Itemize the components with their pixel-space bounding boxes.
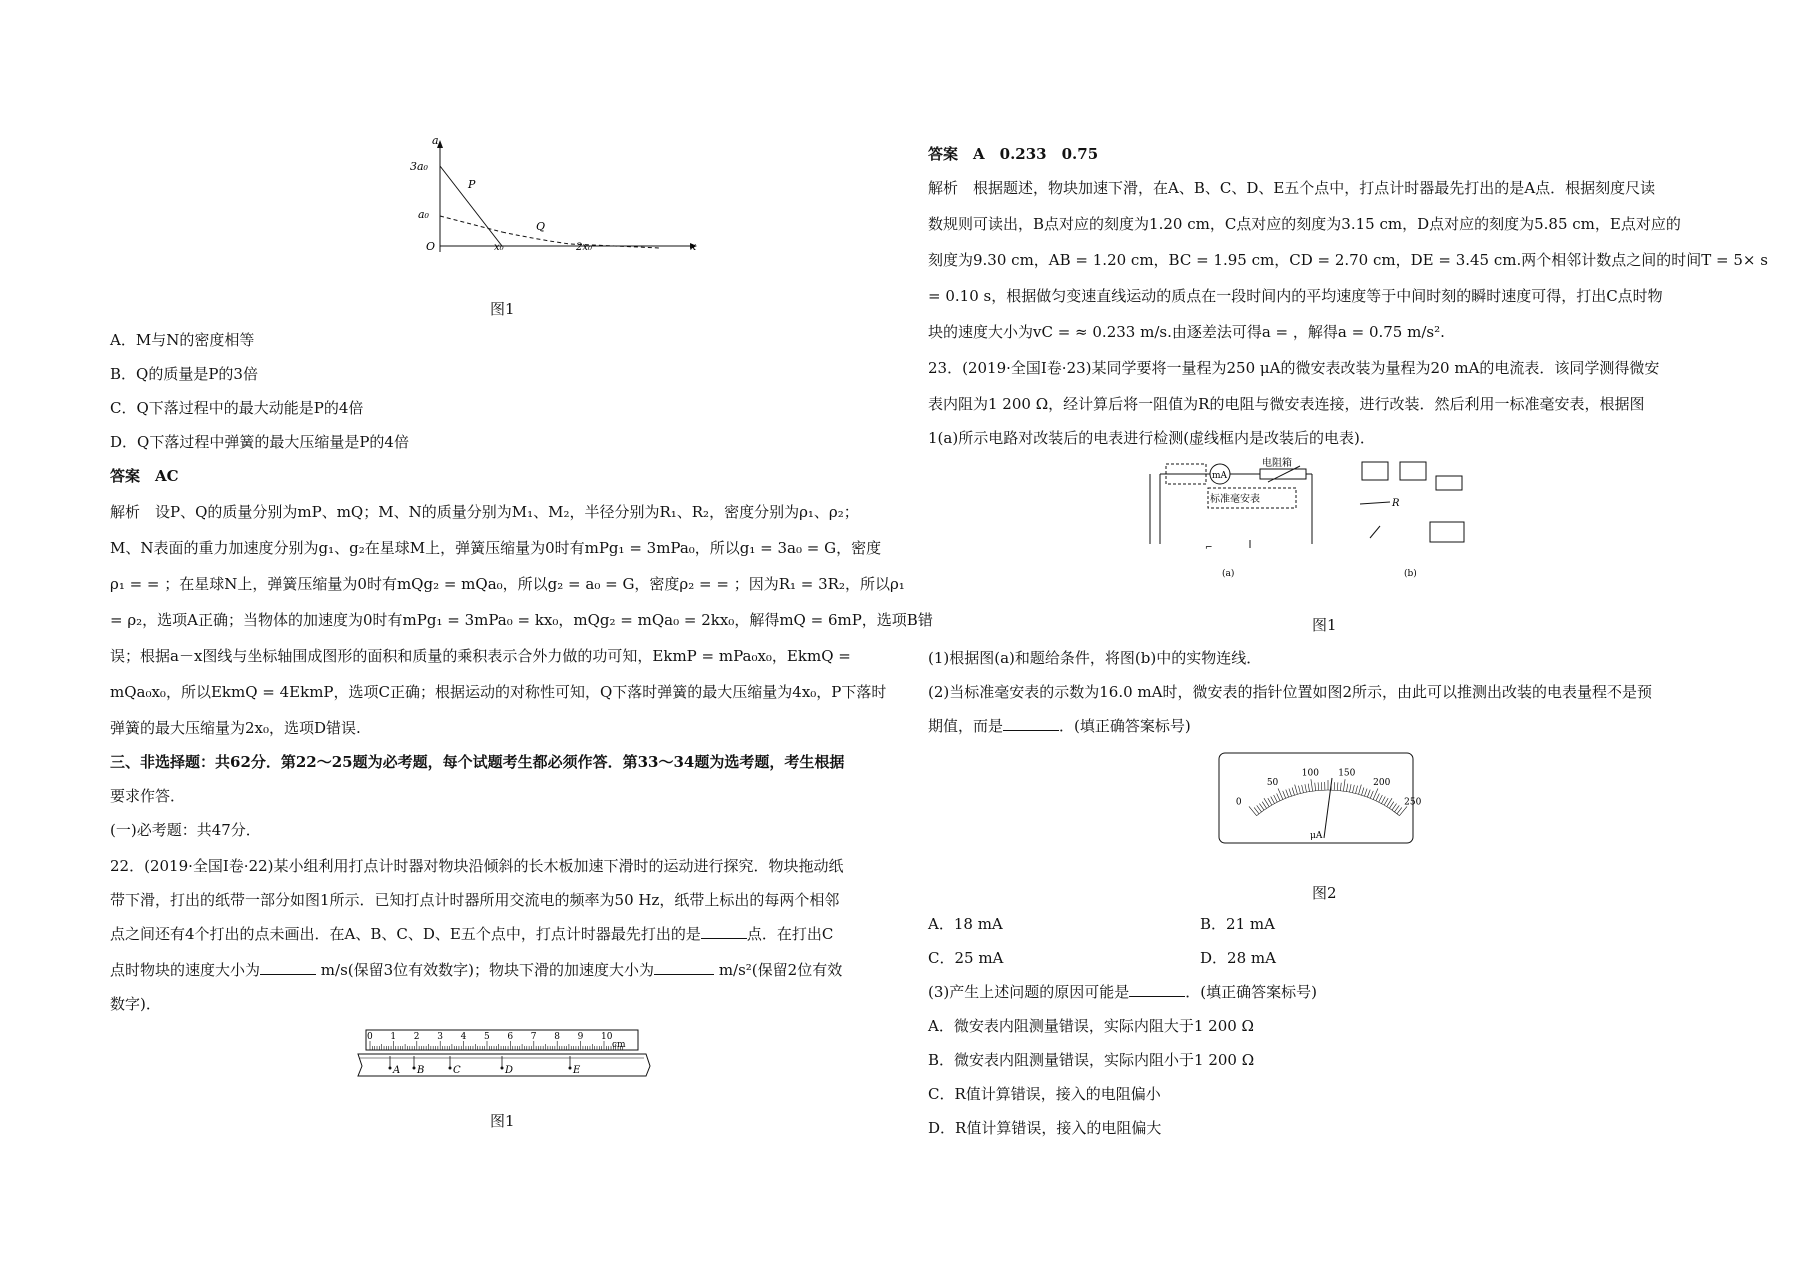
analysis-line: 刻度为9.30 cm，AB = 1.20 cm，BC = 1.95 cm，CD = 2.70 cm，DE = 3.45 cm.两个相邻计数点之间的时间T = 5× s bbox=[928, 251, 1768, 269]
subfig-a-label: (a) bbox=[1222, 569, 1235, 579]
ruler-number: 2 bbox=[413, 1032, 420, 1042]
graph-3a0-label: 3a₀ bbox=[410, 160, 428, 173]
option-d: D．Q下落过程中弹簧的最大压缩量是P的4倍 bbox=[110, 433, 409, 451]
graph-p-label: P bbox=[468, 178, 476, 191]
meter-label: 150 bbox=[1338, 768, 1356, 779]
option-c: C．Q下落过程中的最大动能是P的4倍 bbox=[110, 399, 364, 417]
option-d: D．R值计算错误，接入的电阻偏大 bbox=[928, 1119, 1162, 1137]
q22-text: 点之间还有4个打出的点未画出．在A、B、C、D、E五个点中，打点计时器最先打出的是 点．在打出C bbox=[110, 925, 834, 943]
tape-dot bbox=[413, 1067, 416, 1070]
graph-q-label: Q bbox=[536, 220, 546, 233]
ruler-number: 9 bbox=[577, 1032, 584, 1042]
tape-point-label: D bbox=[505, 1065, 514, 1076]
ruler-number: 10 bbox=[601, 1032, 613, 1042]
q23-part2: 期值，而是 ．(填正确答案标号) bbox=[928, 717, 1191, 735]
answer-blank[interactable] bbox=[654, 960, 714, 975]
option-b: B．Q的质量是P的3倍 bbox=[110, 365, 258, 383]
q23-text: 表内阻为1 200 Ω，经计算后将一阻值为R的电阻与微安表连接，进行改装．然后利用一标准毫安表，根据图 bbox=[928, 395, 1645, 413]
resistor-r-label: R bbox=[1392, 498, 1400, 509]
a-x-graph bbox=[410, 136, 710, 256]
option-a: A．M与N的密度相等 bbox=[110, 331, 255, 349]
ruler-number: 4 bbox=[460, 1032, 467, 1042]
q23-text: 23．(2019·全国Ⅰ卷·23)某同学要将一量程为250 μA的微安表改装为量程为20 mA的电流表．该同学测得微安 bbox=[928, 359, 1660, 377]
analysis-line: 数规则可读出，B点对应的刻度为1.20 cm，C点对应的刻度为3.15 cm，D点对应的刻度为5.85 cm，E点对应的 bbox=[928, 215, 1681, 233]
meter-label: 250 bbox=[1404, 797, 1422, 808]
graph-y-label: a bbox=[432, 134, 439, 147]
section-required: (一)必考题：共47分． bbox=[110, 821, 261, 839]
tape-point-label: B bbox=[417, 1065, 425, 1076]
answer-blank[interactable] bbox=[260, 960, 316, 975]
analysis-line: ρ₁ = = ；在星球N上，弹簧压缩量为0时有mQg₂ = mQa₀，所以g₂ = a₀ = G，密度ρ₂ = = ；因为R₁ = 3R₂，所以ρ₁ bbox=[110, 575, 905, 593]
analysis-line: 块的速度大小为vC = ≈ 0.233 m/s.由逐差法可得a = ，解得a = 0.75 m/s². bbox=[928, 323, 1445, 341]
tape-point-label: C bbox=[453, 1065, 461, 1076]
ruler-number: 3 bbox=[437, 1032, 443, 1042]
answer-blank[interactable] bbox=[1129, 982, 1185, 997]
q22-text: 点时物块的速度大小为 m/s(保留3位有效数字)；物块下滑的加速度大小为 m/s²(保留2位有效 bbox=[110, 961, 843, 979]
meter-label: 100 bbox=[1301, 768, 1319, 779]
analysis-line: 解析 设P、Q的质量分别为mP、mQ；M、N的质量分别为M₁、M₂，半径分别为R₁、R₂，密度分别为ρ₁、ρ₂； bbox=[110, 503, 859, 521]
graph-x0-label: x₀ bbox=[494, 242, 504, 253]
ruler-number: 5 bbox=[484, 1032, 490, 1042]
analysis-line: 弹簧的最大压缩量为2x₀，选项D错误. bbox=[110, 719, 361, 737]
resistor-box-label: 电阻箱 bbox=[1262, 458, 1292, 469]
q23-part3: (3)产生上述问题的原因可能是 ．(填正确答案标号) bbox=[928, 983, 1317, 1001]
q22-text: 22．(2019·全国Ⅰ卷·22)某小组利用打点计时器对物块沿倾斜的长木板加速下滑时的运动进行探究．物块拖动纸 bbox=[110, 857, 844, 875]
figure-caption: 图1 bbox=[490, 1112, 515, 1130]
circuit-figure bbox=[1150, 458, 1510, 582]
analysis-line: 解析 根据题述，物块加速下滑，在A、B、C、D、E五个点中，打点计时器最先打出的是A点．根据刻度尺读 bbox=[928, 179, 1656, 197]
answer: 答案 A 0.233 0.75 bbox=[928, 145, 1099, 163]
q23-part2: (2)当标准毫安表的示数为16.0 mA时，微安表的指针位置如图2所示，由此可以推测出改装的电表量程不是预 bbox=[928, 683, 1653, 701]
ruler-unit: cm bbox=[612, 1040, 626, 1050]
subfig-b-label: (b) bbox=[1404, 569, 1417, 579]
analysis-line: = 0.10 s，根据做匀变速直线运动的质点在一段时间内的平均速度等于中间时刻的瞬时速度可得，打出C点时物 bbox=[928, 287, 1663, 305]
tape-dot bbox=[389, 1067, 392, 1070]
figure-caption: 图2 bbox=[1312, 884, 1337, 902]
option-b: B．微安表内阻测量错误，实际内阻小于1 200 Ω bbox=[928, 1051, 1255, 1069]
graph-origin-label: O bbox=[426, 240, 436, 253]
section-heading-cont: 要求作答． bbox=[110, 787, 186, 805]
answer: 答案 AC bbox=[110, 467, 179, 485]
q23-part1: (1)根据图(a)和题给条件，将图(b)中的实物连线． bbox=[928, 649, 1262, 667]
analysis-line: 误；根据a－x图线与坐标轴围成图形的面积和质量的乘积表示合外力做的功可知，EkmP = mPa₀x₀，EkmQ = bbox=[110, 647, 851, 665]
option-a: A．18 mA bbox=[928, 915, 1003, 933]
graph-2x0-label: 2x₀ bbox=[576, 242, 593, 253]
graph-x-label: x bbox=[690, 240, 697, 253]
meter-unit: μA bbox=[1310, 831, 1323, 841]
tape-dot bbox=[501, 1067, 504, 1070]
microammeter-figure bbox=[1218, 752, 1422, 844]
answer-blank[interactable] bbox=[1003, 716, 1059, 731]
option-b: B．21 mA bbox=[1200, 915, 1275, 933]
q22-text: 数字)． bbox=[110, 995, 161, 1013]
standard-meter-label: 标准毫安表 bbox=[1210, 494, 1260, 505]
tape-dot bbox=[569, 1067, 572, 1070]
ruler-tape-figure bbox=[354, 1026, 654, 1082]
answer-blank[interactable] bbox=[701, 924, 747, 939]
analysis-line: = ρ₂，选项A正确；当物体的加速度为0时有mPg₁ = 3mPa₀ = kx₀，mQg₂ = mQa₀ = 2kx₀，解得mQ = 6mP，选项B错 bbox=[110, 611, 933, 629]
analysis-line: mQa₀x₀，所以EkmQ = 4EkmP，选项C正确；根据运动的对称性可知，Q下落时弹簧的最大压缩量为4x₀，P下落时 bbox=[110, 683, 887, 701]
option-d: D．28 mA bbox=[1200, 949, 1276, 967]
analysis-line: M、N表面的重力加速度分别为g₁、g₂在星球M上，弹簧压缩量为0时有mPg₁ = 3mPa₀，所以g₁ = 3a₀ = G，密度 bbox=[110, 539, 882, 557]
option-c: C．25 mA bbox=[928, 949, 1004, 967]
ruler-number: 8 bbox=[554, 1032, 560, 1042]
q22-text: 带下滑，打出的纸带一部分如图1所示．已知打点计时器所用交流电的频率为50 Hz，纸带上标出的每两个相邻 bbox=[110, 891, 840, 909]
figure-caption: 图1 bbox=[490, 300, 515, 318]
svg-text:⌐: ⌐ bbox=[1205, 543, 1213, 553]
meter-label: 50 bbox=[1266, 778, 1279, 789]
graph-a0-label: a₀ bbox=[418, 208, 429, 221]
q23-text: 1(a)所示电路对改装后的电表进行检测(虚线框内是改装后的电表)． bbox=[928, 429, 1375, 447]
figure-caption: 图1 bbox=[1312, 616, 1337, 634]
option-a: A．微安表内阻测量错误，实际内阻大于1 200 Ω bbox=[928, 1017, 1254, 1035]
meter-label: 200 bbox=[1373, 778, 1391, 789]
meter-label: 0 bbox=[1235, 797, 1242, 808]
ruler-number: 7 bbox=[530, 1032, 537, 1042]
tape-point-label: A bbox=[393, 1065, 401, 1076]
option-c: C．R值计算错误，接入的电阻偏小 bbox=[928, 1085, 1161, 1103]
ruler-number: 1 bbox=[390, 1032, 397, 1042]
section-heading: 三、非选择题：共62分．第22～25题为必考题，每个试题考生都必须作答．第33～34题为选考题，考生根据 bbox=[110, 753, 845, 771]
ruler-number: 0 bbox=[367, 1032, 373, 1042]
tape-point-label: E bbox=[573, 1065, 581, 1076]
ma-label: mA bbox=[1212, 471, 1228, 481]
ruler-number: 6 bbox=[507, 1032, 514, 1042]
tape-dot bbox=[449, 1067, 452, 1070]
